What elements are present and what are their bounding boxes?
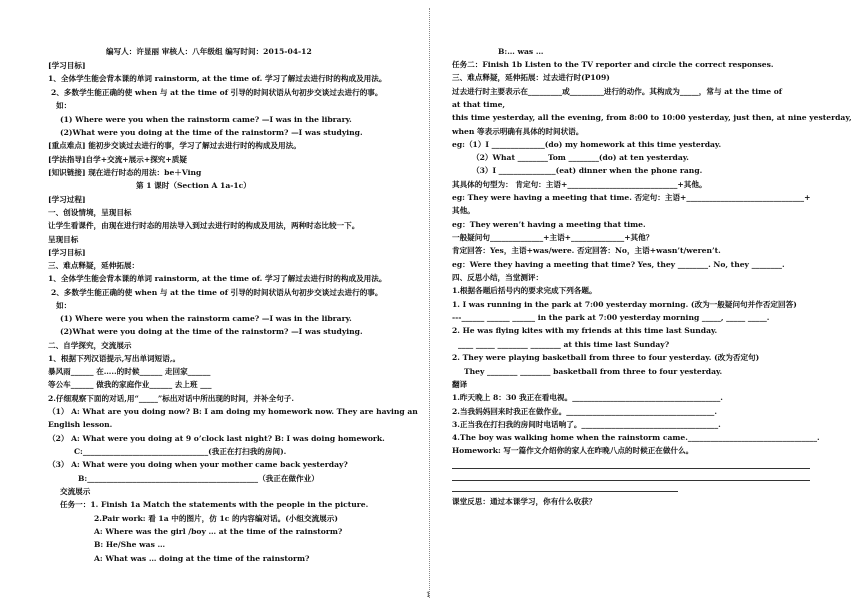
left-line: [学法指导]自学+交流+展示+探究+质疑 [48,155,187,164]
homework-writing-line[interactable] [452,491,678,492]
left-line: 1、根据下列汉语提示,写出单词短语,。 [48,354,181,363]
right-line: eg:（1）I ______________(do) my homework at this time yesterday. [452,140,722,149]
right-line: 其他。 [452,206,475,215]
reflection-line: 课堂反思：通过本课学习，你有什么收获？ [452,497,597,506]
right-line: 过去进行时主要表示在_________或_________进行的动作。其构成为_____，常与 at the time of [452,87,783,96]
left-line: 2.Pair work: 看 1a 中的图片，仿 1c 的内容编对话。(小组交流展示) [94,514,338,523]
right-line: （2）What ________Tom ________(do) at ten yesterday. [472,153,689,162]
right-line: ____ _____ ________ ________ at this time last Sunday? [458,340,670,349]
left-line: [重点难点] 能初步交谈过去进行的事，学习了解过去进行时的构成及用法。 [48,141,301,150]
left-line: 如： [56,301,72,310]
left-line: 等公车______ 做我的家庭作业______ 去上班 ___ [48,380,212,389]
left-line: (2)What were you doing at the time of the rainstorm? —I was studying. [60,128,363,137]
left-line: [学习目标] [48,61,86,70]
right-line: B:… was … [498,47,544,56]
right-line: 2. They were playing basketball from three to four yesterday. (改为否定句) [452,353,760,362]
left-line: 1、全体学生能会背本课的单词 rainstorm, at the time of. 学习了解过去进行时的构成及用法。 [48,74,387,83]
right-line: 一般疑问句______________+主语+______________+其他？ [452,233,654,242]
left-line: (1) Where were you when the rainstorm came? —I was in the library. [60,115,352,124]
left-line: (1) Where were you when the rainstorm came? —I was in the library. [60,314,352,323]
right-line: when 等表示明确有具体的时间状语。 [452,127,584,136]
right-line: ---______ ______ ______ in the park at 7:00 yesterday morning _____, _____ _____. [452,313,770,322]
homework-writing-line[interactable] [452,480,810,481]
left-line: English lesson. [48,420,113,429]
page-number: 1 [426,591,431,599]
left-line: 2.仔细观察下面的对话,用“_____”标出对话中所出现的时间，并补全句子. [48,394,294,403]
left-line: （2） A: What were you doing at 9 o’clock last night? B: I was doing homework. [48,434,385,443]
right-line: 四、反思小结，当堂测评： [452,273,544,282]
left-line: 二、自学探究，交流展示 [48,341,132,350]
homework-writing-line[interactable] [452,468,810,469]
right-line: 1. I was running in the park at 7:00 yesterday morning. (改为一般疑问句并作否定回答) [452,300,797,309]
right-line: 三、难点释疑，延伸拓展：过去进行时(P109) [452,73,610,82]
left-line: 交流展示 [60,487,91,496]
left-line: 让学生看课件，由现在进行时态的用法导入到过去进行时的构成及用法，两种时态比较一下。 [48,221,360,230]
left-line: B: He/She was … [94,540,166,549]
right-line: 3.正当我在打扫我的房间时电话响了。____________________________________. [452,420,721,429]
column-divider [429,8,430,598]
left-line: （3） A: What were you doing when your mother came back yesterday? [48,460,348,469]
right-line: eg：They weren’t having a meeting that time. [452,220,646,229]
right-line: 其具体的句型为： 肯定句：主语+_____________________________+其他。 [452,180,707,189]
right-line: 2.当我妈妈回来时我正在做作业。_______________________________________. [452,407,717,416]
left-line: (2)What were you doing at the time of the rainstorm? —I was studying. [60,327,363,336]
left-line: 2、多数学生能正确的使 when 与 at the time of 引导的时间状语从句初步交谈过去进行的事。 [51,88,383,97]
right-line: 1.根据各题后括号内的要求完成下列各题。 [452,286,597,295]
right-line: 肯定回答：Yes，主语+was/were. 否定回答：No，主语+wasn’t/weren’t. [452,246,721,255]
left-line: [学习过程] [48,195,86,204]
homework-line: Homework: 写一篇作文介绍你的家人在昨晚八点的时候正在做什么。 [452,446,694,455]
left-line: 一、创设情境，呈现目标 [48,208,132,217]
right-line: this time yesterday, all the evening, from 8:00 to 10:00 yesterday, just then, at nine yesterday, [452,113,852,122]
right-line: eg: They were having a meeting that time. 否定句：主语+_______________________________+ [452,193,811,202]
left-line: 如： [56,101,72,110]
right-line: 1.昨天晚上 8：30 我正在看电视。_______________________________________. [452,393,723,402]
right-line: at that time, [452,100,506,109]
right-line: 任务二：Finish 1b Listen to the TV reporter and circle the correct responses. [452,60,774,69]
right-line: （3）I _______________(eat) dinner when the phone rang. [472,166,703,175]
right-line: They ________ ________ basketball from three to four yesterday. [464,367,723,376]
left-line: [学习目标] [48,248,86,257]
lesson-title: 第 1 课时（Section A 1a-1c） [136,181,251,190]
right-line: 翻译 [452,380,468,389]
left-line: 呈现目标 [48,235,79,244]
right-line: 2. He was flying kites with my friends at this time last Sunday. [452,326,718,335]
right-line: eg：Were they having a meeting that time? Yes, they ________. No, they ________. [452,260,785,269]
left-line: [知识链接] 现在进行时态的用法：be＋Ving [48,168,202,177]
left-line: 任务一：1. Finish 1a Match the statements with the people in the picture. [60,500,369,509]
left-line: （1） A: What are you doing now? B: I am doing my homework now. They are having an [48,407,418,416]
left-line: 1、全体学生能会背本课的单词 rainstorm, at the time of. 学习了解过去进行时的构成及用法。 [48,274,387,283]
left-line: 2、多数学生能正确的使 when 与 at the time of 引导的时间状语从句初步交谈过去进行的事。 [51,288,383,297]
right-line: 4.The boy was walking home when the rainstorm came.__________________________________. [452,433,820,442]
header-info: 编写人：许显丽 审核人：八年级组 编写时间：2015-04-12 [106,47,312,56]
left-line: A: What was … doing at the time of the rainstorm? [94,554,310,563]
left-line: 三、难点释疑，延伸拓展： [48,261,140,270]
left-line: B:_____________________________________________（我正在做作业） [78,474,319,483]
left-line: 暴风雨______ 在…..的时候______ 走回家______ [48,367,211,376]
left-line: A: Where was the girl /boy … at the time of the rainstorm? [94,527,343,536]
left-line: C:_________________________________(我正在打扫我的房间). [74,447,287,456]
